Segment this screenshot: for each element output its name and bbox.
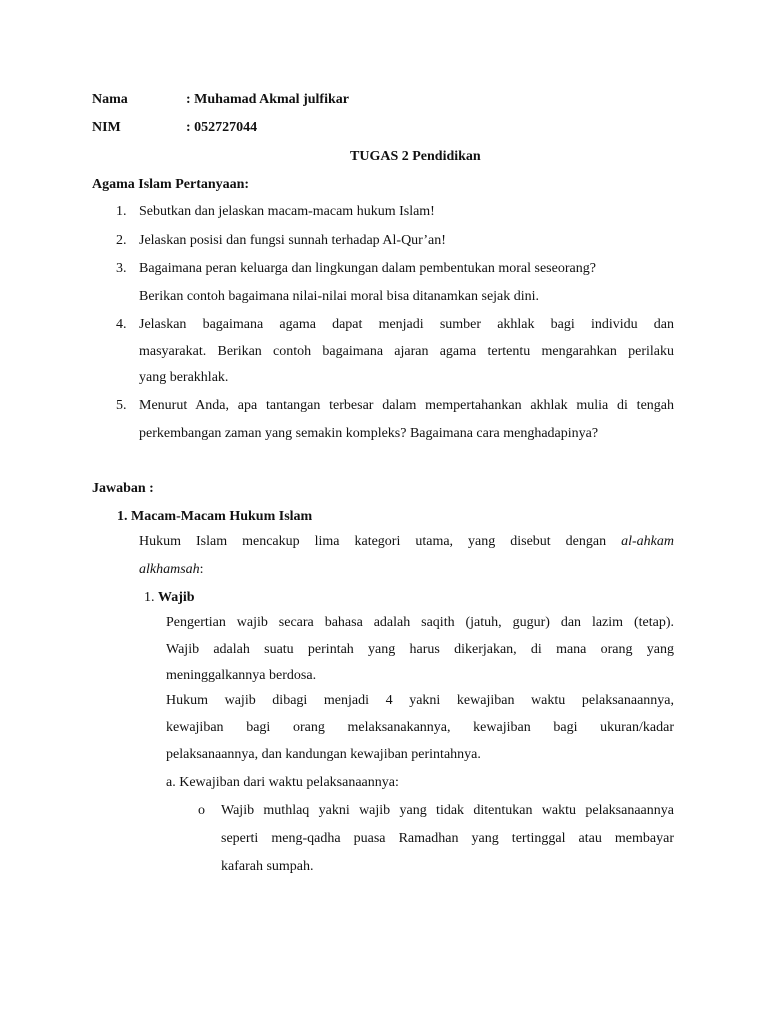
name-label: Nama <box>92 92 128 107</box>
question-text: Sebutkan dan jelaskan macam-macam hukum Islam! <box>139 204 435 219</box>
question-text: Menurut Anda, apa tantangan terbesar dalam mempertahankan akhlak mulia di tengah <box>139 398 674 413</box>
paragraph-line: Pengertian wajib secara bahasa adalah saqith (jatuh, gugur) dan lazim (tetap). <box>166 615 674 630</box>
intro-term: al-ahkam <box>621 534 674 549</box>
question-number: 1. <box>116 204 127 219</box>
intro-line: Hukum Islam mencakup lima kategori utama, yang disebut dengan al-ahkam <box>139 534 674 549</box>
bullet-line: kafarah sumpah. <box>221 859 314 874</box>
section-heading: 1. Macam-Macam Hukum Islam <box>117 509 313 524</box>
question-text: yang berakhlak. <box>139 370 229 385</box>
question-text: Berikan contoh bagaimana nilai-nilai moral bisa ditanamkan sejak dini. <box>139 289 540 304</box>
paragraph-line: Hukum wajib dibagi menjadi 4 yakni kewajiban waktu pelaksanaannya, <box>166 693 674 708</box>
question-text: masyarakat. Berikan contoh bagaimana ajaran agama tertentu mengarahkan perilaku <box>139 344 674 359</box>
paragraph-line: meninggalkannya berdosa. <box>166 668 317 683</box>
paragraph-line: pelaksanaannya, dan kandungan kewajiban perintahnya. <box>166 747 481 762</box>
intro-line: alkhamsah: <box>139 562 204 577</box>
paragraph-line: kewajiban bagi orang melaksanakannya, kewajiban bagi ukuran/kadar <box>166 720 674 735</box>
subsection-heading: 1. Wajib <box>144 590 195 605</box>
question-text: Bagaimana peran keluarga dan lingkungan dalam pembentukan moral seseorang? <box>139 261 596 276</box>
answer-heading: Jawaban : <box>92 481 154 496</box>
question-text: Jelaskan posisi dan fungsi sunnah terhadap Al-Qur’an! <box>139 233 446 248</box>
bullet-line: Wajib muthlaq yakni wajib yang tidak ditentukan waktu pelaksanaannya <box>221 803 674 818</box>
list-heading: a. Kewajiban dari waktu pelaksanaannya: <box>166 775 399 790</box>
question-number: 5. <box>116 398 127 413</box>
question-number: 3. <box>116 261 127 276</box>
paragraph-line: Wajib adalah suatu perintah yang harus dikerjakan, di mana orang yang <box>166 642 674 657</box>
question-number: 4. <box>116 317 127 332</box>
name-value: : Muhamad Akmal julfikar <box>186 92 349 107</box>
assignment-title: TUGAS 2 Pendidikan <box>350 149 481 164</box>
bullet-line: seperti meng-qadha puasa Ramadhan yang tertinggal atau membayar <box>221 831 674 846</box>
question-number: 2. <box>116 233 127 248</box>
question-text: perkembangan zaman yang semakin kompleks? Bagaimana cara menghadapinya? <box>139 426 599 441</box>
bullet-marker: o <box>198 803 205 818</box>
intro-term: alkhamsah <box>139 562 200 577</box>
question-text: Jelaskan bagaimana agama dapat menjadi sumber akhlak bagi individu dan <box>139 317 674 332</box>
nim-value: : 052727044 <box>186 120 258 135</box>
nim-label: NIM <box>92 120 121 135</box>
assignment-subtitle: Agama Islam Pertanyaan: <box>92 177 250 192</box>
